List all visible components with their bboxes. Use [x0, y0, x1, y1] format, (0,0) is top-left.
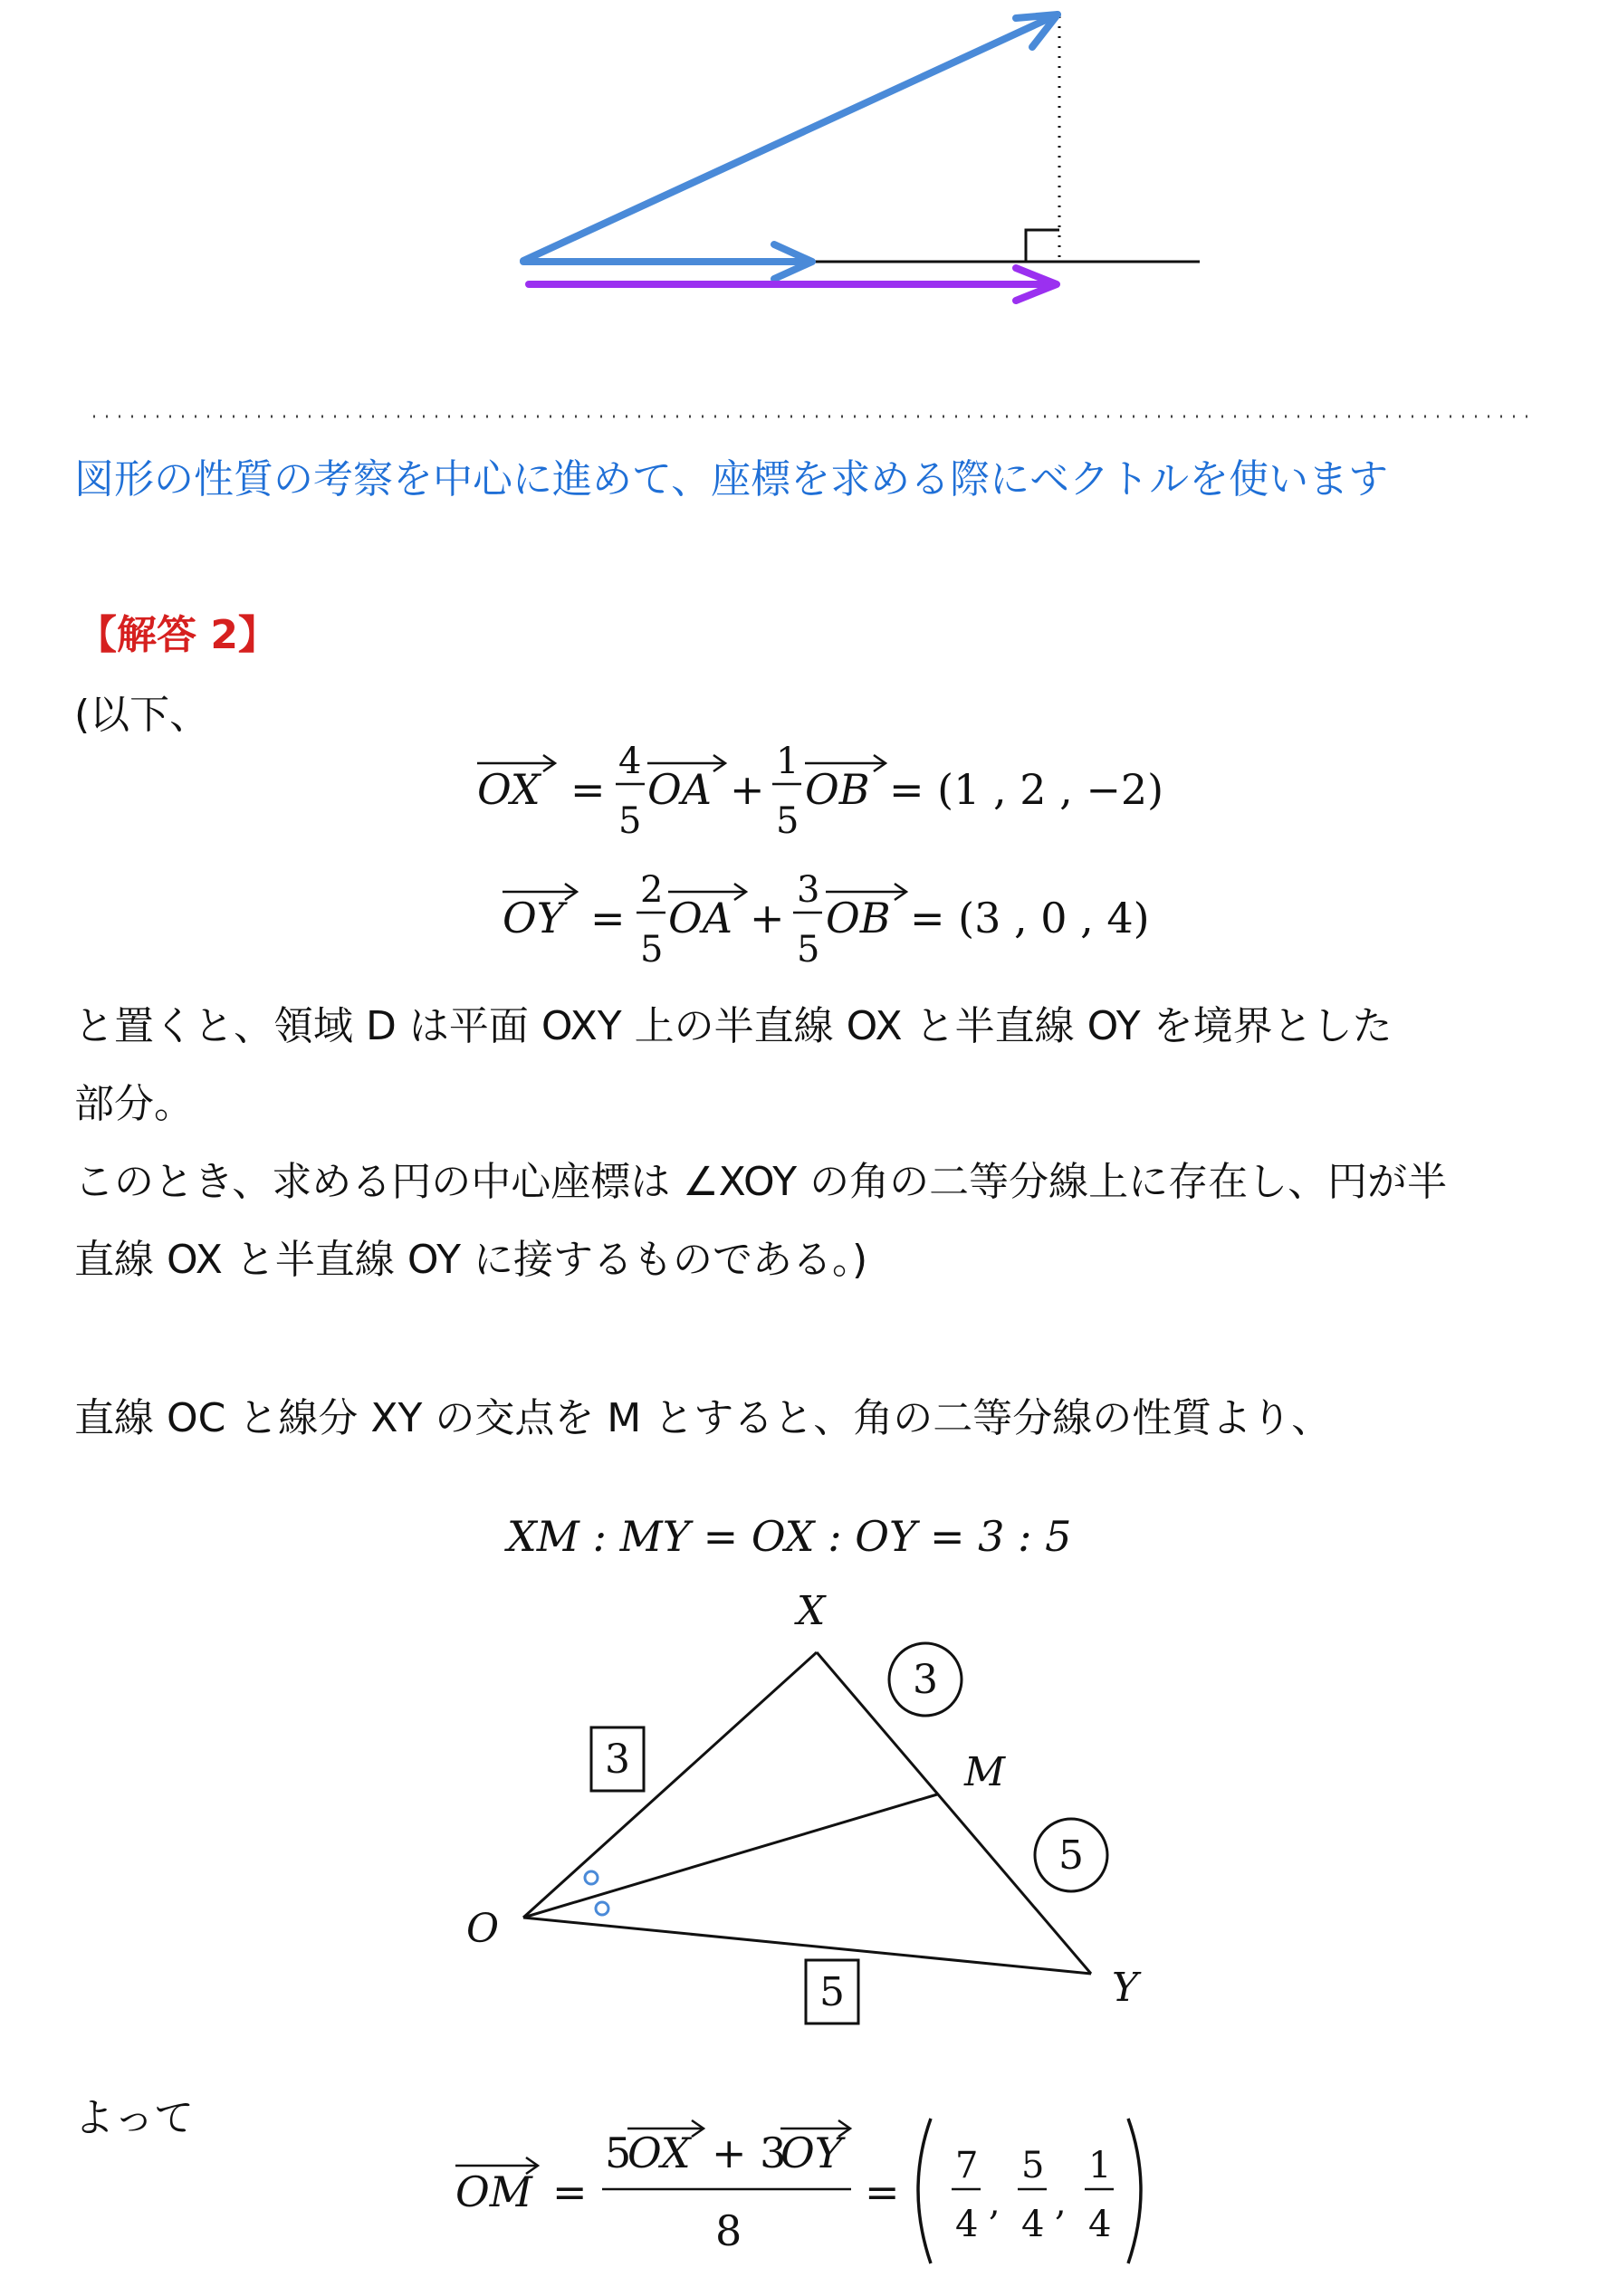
eq-oy-c1n: 2: [640, 869, 664, 911]
svg-text:+: +: [750, 894, 785, 942]
eq-om-lhs: OM: [455, 2167, 532, 2216]
label-o: O: [466, 1906, 500, 1952]
eq-oy-c1d: 5: [640, 929, 664, 971]
eq-ox-v1: OA: [647, 765, 712, 814]
eq-oy-v1: OA: [668, 894, 732, 942]
eq-ox-c1n: 4: [618, 741, 642, 782]
method-note: 図形の性質の考察を中心に進めて、座標を求める際にベクトルを使います: [74, 456, 1389, 502]
boxed-length-3-text: 3: [605, 1736, 630, 1783]
svg-text:+: +: [730, 765, 765, 814]
svg-text:,: ,: [989, 2182, 1000, 2224]
eq-ox-rhs: = (1 , 2 , −2): [889, 765, 1164, 814]
eq-ox-c1d: 5: [618, 800, 642, 842]
eq-om-num-a: 5: [605, 2129, 632, 2177]
intro-text: (以下、: [74, 692, 210, 738]
eq-ox-c2n: 1: [776, 741, 799, 782]
eq-oy-c2n: 3: [797, 869, 820, 911]
paragraph-2-line-1: このとき、求める円の中心座標は ∠XOY の角の二等分線上に存在し、円が半: [74, 1159, 1448, 1205]
eq-oy-c2d: 5: [797, 929, 820, 971]
label-m: M: [964, 1749, 1006, 1795]
answer-heading: 【解答 2】: [77, 612, 278, 658]
eq-om-r2d: 4: [1021, 2204, 1045, 2245]
svg-text:,: ,: [1055, 2182, 1067, 2224]
left-paren: [918, 2119, 931, 2263]
eq-om-plus: + 3: [712, 2129, 787, 2177]
eq-om-r1d: 4: [955, 2204, 979, 2245]
eq-om-r3n: 1: [1088, 2145, 1112, 2186]
eq-ox-c2d: 5: [776, 800, 799, 842]
svg-text:=: =: [590, 894, 626, 942]
boxed-length-5-text: 5: [819, 1969, 845, 2015]
eq-oy-rhs: = (3 , 0 , 4): [910, 894, 1150, 942]
paragraph-2-line-2: 直線 OX と半直線 OY に接するものである。): [74, 1237, 868, 1283]
svg-text:=: =: [865, 2167, 900, 2216]
eq-om-r1n: 7: [955, 2145, 979, 2186]
eq-om-den: 8: [715, 2206, 742, 2255]
paragraph-1-line-1: と置くと、領域 D は平面 OXY 上の半直線 OX と半直線 OY を境界とした: [74, 1003, 1393, 1049]
eq-om-r3d: 4: [1088, 2204, 1112, 2245]
label-y: Y: [1112, 1965, 1139, 2011]
eq-om-vb: OY: [780, 2129, 843, 2177]
ratio-equation: XM : MY = OX : OY = 3 : 5: [507, 1512, 1072, 1561]
svg-text:=: =: [570, 765, 606, 814]
eq-oy-lhs: OY: [503, 894, 565, 942]
eq-om-r2n: 5: [1021, 2145, 1045, 2186]
eq-om-va: OX: [627, 2129, 691, 2177]
svg-text:=: =: [552, 2167, 588, 2216]
circled-ratio-5-text: 5: [1058, 1832, 1084, 1879]
right-paren: [1128, 2119, 1141, 2263]
conclusion-text: よって: [74, 2095, 194, 2141]
eq-ox-lhs: OX: [477, 765, 541, 814]
paragraph-1-line-2: 部分。: [74, 1081, 194, 1127]
label-x: X: [797, 1588, 826, 1634]
eq-oy-v2: OB: [826, 894, 891, 942]
paragraph-3: 直線 OC と線分 XY の交点を M とすると、角の二等分線の性質より、: [74, 1395, 1332, 1441]
eq-ox-v2: OB: [805, 765, 870, 814]
circled-ratio-3-text: 3: [913, 1657, 938, 1703]
